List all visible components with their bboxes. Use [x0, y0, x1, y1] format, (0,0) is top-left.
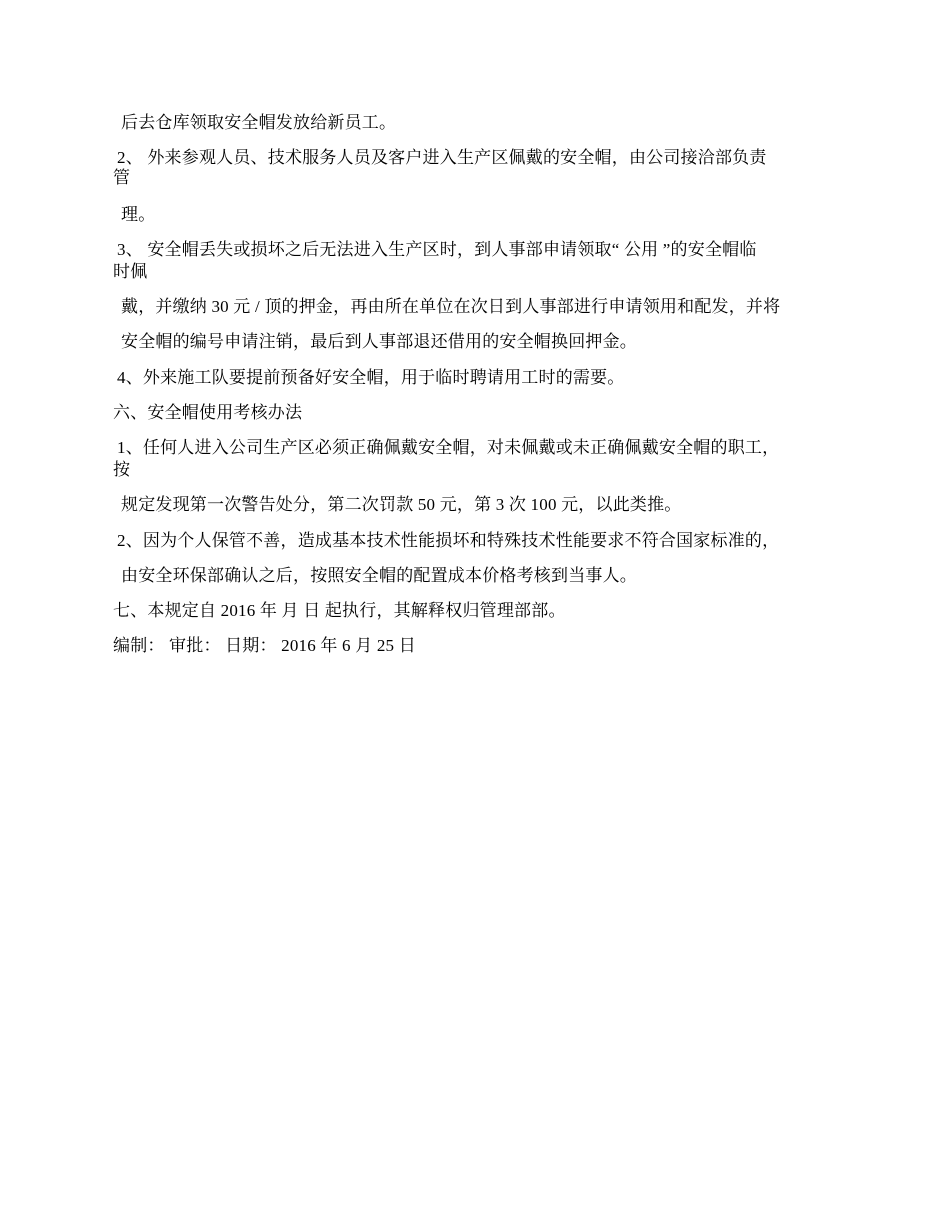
text-line: 2、 外来参观人员、技术服务人员及客户进入生产区佩戴的安全帽，由公司接洽部负责 — [117, 148, 767, 167]
text-line: 4、外来施工队要提前预备好安全帽，用于临时聘请用工时的需要。 — [117, 368, 625, 387]
text-line: 由安全环保部确认之后，按照安全帽的配置成本价格考核到当事人。 — [121, 566, 637, 585]
section-heading: 六、安全帽使用考核办法 — [113, 403, 303, 422]
section-heading: 七、本规定自 2016 年 月 日 起执行，其解释权归管理部部。 — [113, 601, 566, 620]
text-line: 戴，并缴纳 30 元 / 顶的押金，再由所在单位在次日到人事部进行申请领用和配发，并将 — [121, 297, 781, 316]
text-line: 安全帽的编号申请注销，最后到人事部退还借用的安全帽换回押金。 — [121, 332, 637, 351]
text-line: 3、 安全帽丢失或损坏之后无法进入生产区时，到人事部申请领取“ 公用 ”的安全帽临 — [117, 240, 757, 259]
text-line: 管 — [113, 168, 131, 187]
text-line: 后去仓库领取安全帽发放给新员工。 — [121, 113, 397, 132]
signature-line: 编制： 审批： 日期： 2016 年 6 月 25 日 — [113, 636, 416, 655]
text-line: 时佩 — [113, 262, 148, 281]
text-line: 2、因为个人保管不善，造成基本技术性能损坏和特殊技术性能要求不符合国家标准的， — [117, 531, 780, 550]
text-line: 理。 — [121, 205, 156, 224]
text-line: 规定发现第一次警告处分，第二次罚款 50 元，第 3 次 100 元，以此类推。 — [121, 495, 682, 514]
text-line: 1、任何人进入公司生产区必须正确佩戴安全帽，对未佩戴或未正确佩戴安全帽的职工， — [117, 438, 780, 457]
text-line: 按 — [113, 460, 131, 479]
